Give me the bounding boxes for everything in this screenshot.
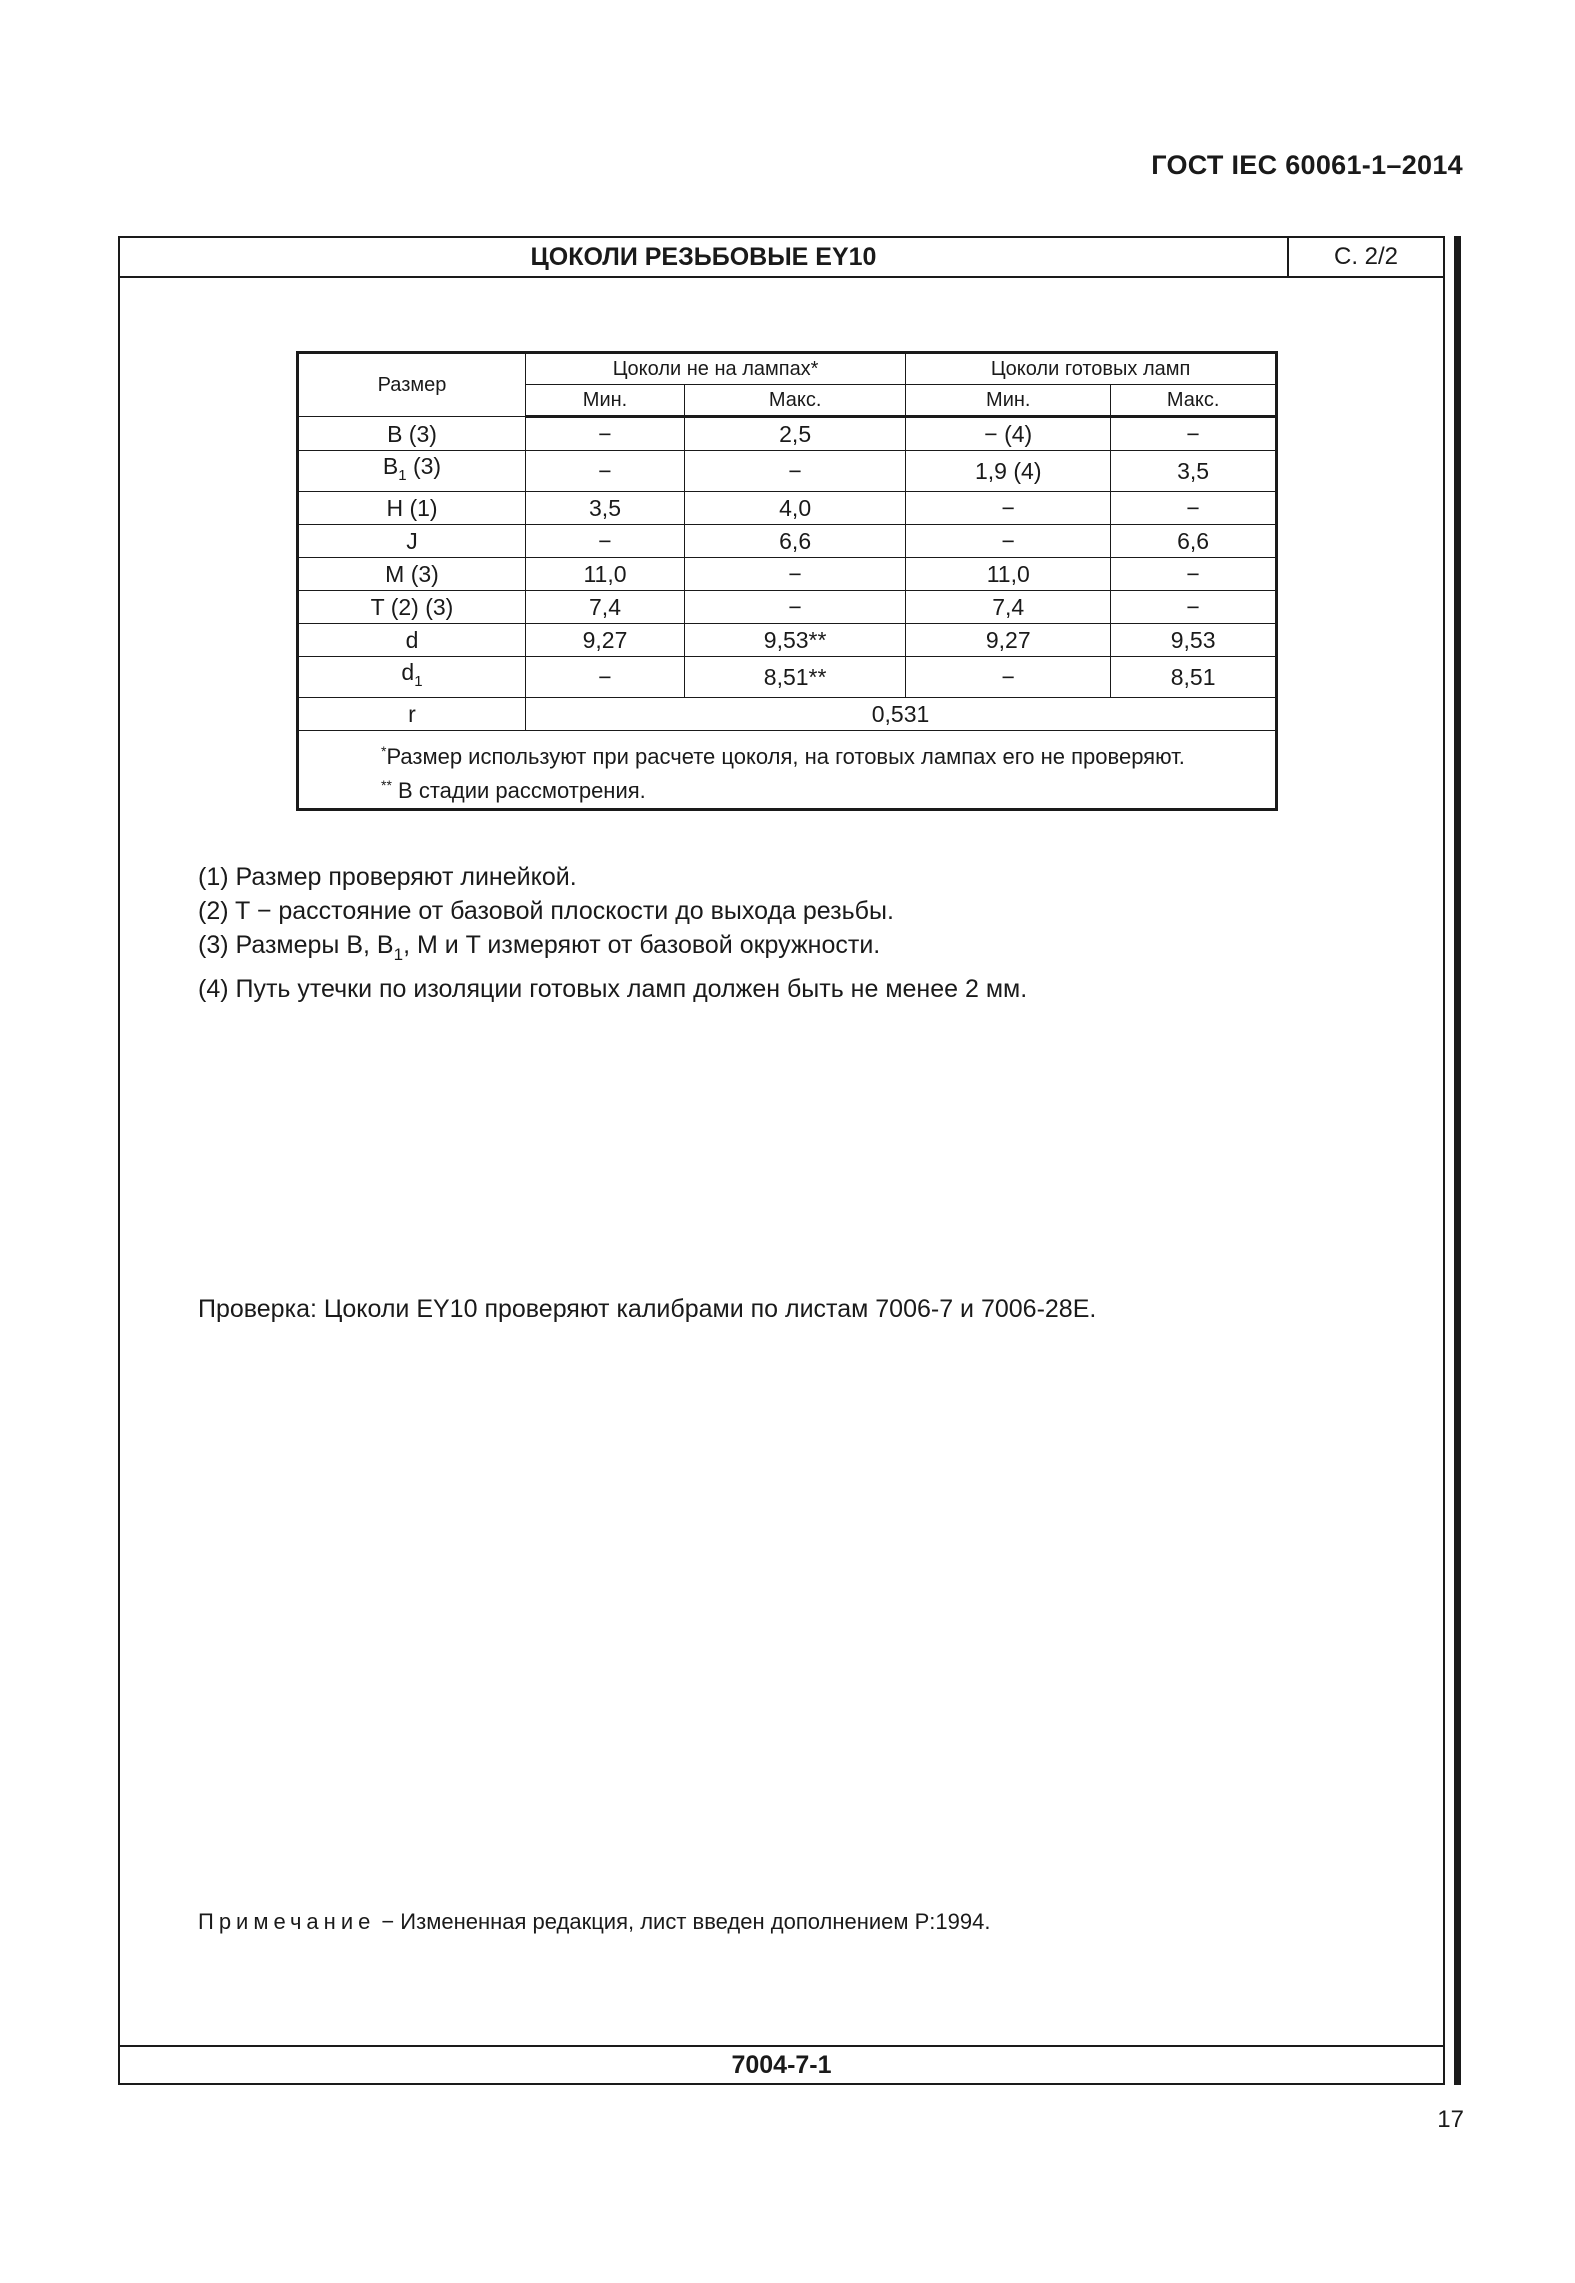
table-row xyxy=(298,624,1277,657)
cell: − xyxy=(526,657,685,698)
datasheet-frame xyxy=(118,236,1445,2085)
cell-merged: 0,531 xyxy=(526,698,1277,731)
table-notes xyxy=(298,731,1277,810)
cell: − xyxy=(526,525,685,558)
cell: − xyxy=(685,591,906,624)
note-2: (2) T − расстояние от базовой плоскости до выхода резьбы. xyxy=(198,897,894,925)
table-row xyxy=(298,558,1277,591)
row-label: $d_1$ xyxy=(298,657,526,698)
cell: 6,6 xyxy=(1111,525,1277,558)
cell: 6,6 xyxy=(685,525,906,558)
group-header-finished: Цоколи готовых ламп xyxy=(906,353,1277,385)
table-notes-row xyxy=(298,731,1277,810)
cell: 2,5 xyxy=(685,417,906,451)
cell: 1,9 (4) xyxy=(906,451,1111,492)
table-row xyxy=(298,591,1277,624)
row-label: B (3) xyxy=(298,417,526,451)
row-label: M (3) xyxy=(298,558,526,591)
standard-code: ГОСТ IEC 60061-1–2014 xyxy=(1151,150,1463,180)
row-label: J xyxy=(298,525,526,558)
max-header: Макс. xyxy=(1111,385,1277,417)
table-note-2: ** В стадии рассмотрения. xyxy=(381,777,646,803)
sheet-title: ЦОКОЛИ РЕЗЬБОВЫЕ EY10 xyxy=(530,243,877,271)
table-row xyxy=(298,417,1277,451)
min-header: Мин. xyxy=(906,385,1111,417)
row-label: r xyxy=(298,698,526,731)
note-4: (4) Путь утечки по изоляции готовых ламп должен быть не менее 2 мм. xyxy=(198,975,1028,1003)
cell: − xyxy=(1111,492,1277,525)
note-3: (3) Размеры B, $B_1$, M и T измеряют от базовой окружности. xyxy=(198,931,881,964)
row-label: d xyxy=(298,624,526,657)
cell: 7,4 xyxy=(906,591,1111,624)
min-header: Мин. xyxy=(526,385,685,417)
cell: − xyxy=(1111,417,1277,451)
table-row xyxy=(298,698,1277,731)
cell: − xyxy=(526,417,685,451)
cell: 9,27 xyxy=(526,624,685,657)
cell: − xyxy=(1111,558,1277,591)
cell: − xyxy=(685,451,906,492)
cell: 8,51** xyxy=(685,657,906,698)
table-row xyxy=(298,492,1277,525)
size-header: Размер xyxy=(298,353,526,417)
dimensions-table xyxy=(296,351,1278,811)
cell: 3,5 xyxy=(526,492,685,525)
check-statement: Проверка: Цоколи EY10 проверяют калибрами по листам 7006-7 и 7006-28E. xyxy=(198,1295,1097,1323)
remark xyxy=(198,1909,990,1935)
row-label: T (2) (3) xyxy=(298,591,526,624)
table-note-1: *Размер используют при расчете цоколя, на готовых лампах его не проверяют. xyxy=(381,743,1185,769)
max-header: Макс. xyxy=(685,385,906,417)
group-header-unmounted: Цоколи не на лампах* xyxy=(526,353,906,385)
table-row xyxy=(298,451,1277,492)
remark-label: Примечание xyxy=(198,1909,376,1934)
sheet-page: С. 2/2 xyxy=(1287,238,1443,276)
cell: − xyxy=(685,558,906,591)
table-row xyxy=(298,657,1277,698)
sheet-number: 7004-7-1 xyxy=(120,2045,1443,2083)
frame-thick-edge xyxy=(1454,236,1461,2085)
row-label: H (1) xyxy=(298,492,526,525)
cell: − xyxy=(526,451,685,492)
cell: 9,27 xyxy=(906,624,1111,657)
note-1: (1) Размер проверяют линейкой. xyxy=(198,863,577,891)
page-number: 17 xyxy=(1437,2106,1464,2133)
dimension-notes xyxy=(198,860,1027,1006)
cell: 11,0 xyxy=(526,558,685,591)
cell: − (4) xyxy=(906,417,1111,451)
cell: 11,0 xyxy=(906,558,1111,591)
cell: 4,0 xyxy=(685,492,906,525)
cell: 9,53 xyxy=(1111,624,1277,657)
cell: − xyxy=(906,657,1111,698)
remark-text: − Измененная редакция, лист введен дополнением P:1994. xyxy=(381,1909,991,1934)
cell: − xyxy=(906,492,1111,525)
table-row xyxy=(298,525,1277,558)
cell: 9,53** xyxy=(685,624,906,657)
cell: 3,5 xyxy=(1111,451,1277,492)
title-row xyxy=(120,238,1443,278)
cell: − xyxy=(906,525,1111,558)
row-label: $B_1$ (3) xyxy=(298,451,526,492)
cell: − xyxy=(1111,591,1277,624)
cell: 7,4 xyxy=(526,591,685,624)
cell: 8,51 xyxy=(1111,657,1277,698)
